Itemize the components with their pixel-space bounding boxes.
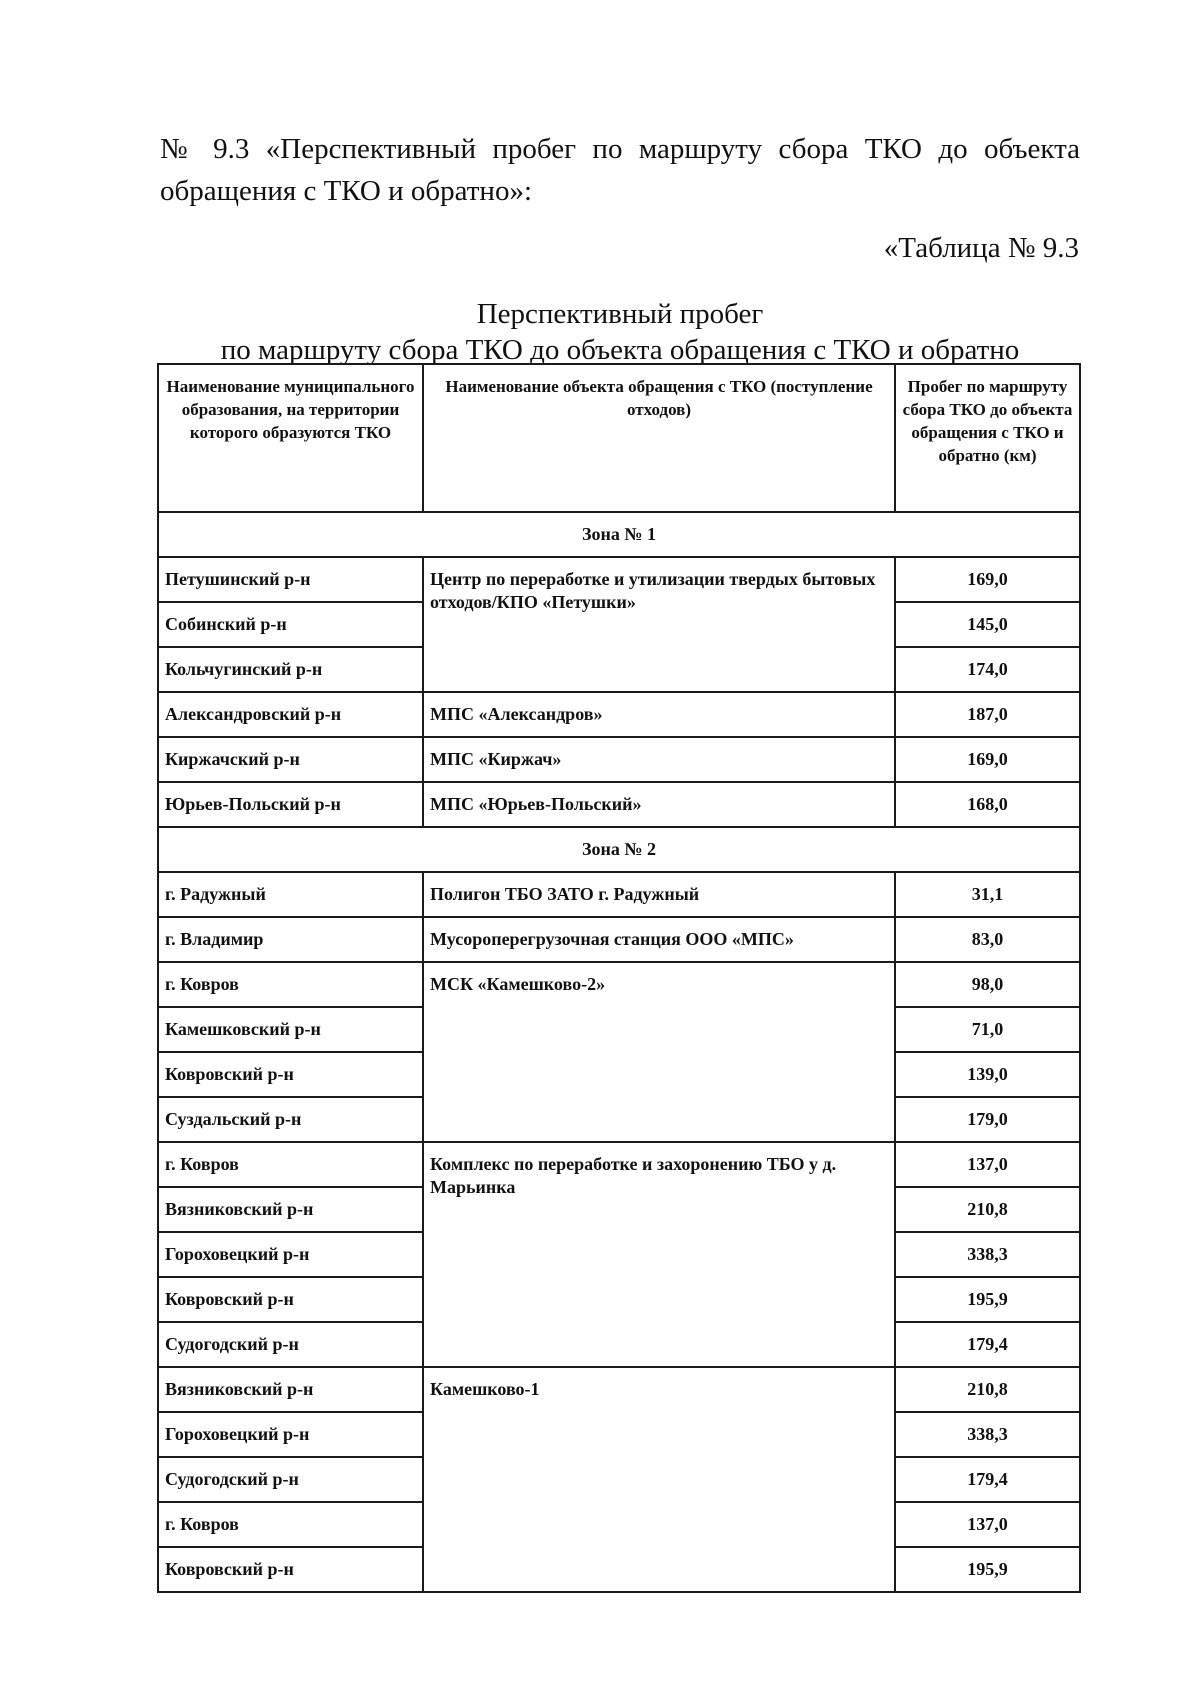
table-header (158, 364, 1080, 512)
mileage-table-container (157, 363, 1079, 1593)
municipality-cell: Киржачский р-н (158, 737, 423, 782)
municipality-cell: Камешковский р-н (158, 1007, 423, 1052)
municipality-cell: Ковровский р-н (158, 1052, 423, 1097)
distance-cell: 169,0 (895, 557, 1080, 602)
table-row (158, 737, 1080, 782)
table-row (158, 1142, 1080, 1187)
table-title-line-2: по маршруту сбора ТКО до объекта обращения с ТКО и обратно (220, 334, 1020, 366)
table-row (158, 962, 1080, 1007)
distance-cell: 179,4 (895, 1322, 1080, 1367)
municipality-cell: Ковровский р-н (158, 1547, 423, 1592)
municipality-cell: Гороховецкий р-н (158, 1412, 423, 1457)
header-distance: Пробег по маршруту сбора ТКО до объекта обращения с ТКО и обратно (км) (895, 364, 1080, 512)
municipality-cell: Вязниковский р-н (158, 1187, 423, 1232)
municipality-cell: Петушинский р-н (158, 557, 423, 602)
table-row (158, 557, 1080, 602)
municipality-cell: Александровский р-н (158, 692, 423, 737)
zone-label: Зона № 2 (158, 827, 1080, 872)
distance-cell: 195,9 (895, 1277, 1080, 1322)
distance-cell: 338,3 (895, 1232, 1080, 1277)
facility-cell: Камешково-1 (423, 1367, 895, 1592)
municipality-cell: г. Радужный (158, 872, 423, 917)
distance-cell: 210,8 (895, 1187, 1080, 1232)
municipality-cell: г. Владимир (158, 917, 423, 962)
facility-cell: МСК «Камешково-2» (423, 962, 895, 1142)
table-row (158, 1367, 1080, 1412)
distance-cell: 169,0 (895, 737, 1080, 782)
table-header-row (158, 364, 1080, 512)
facility-cell: МПС «Александров» (423, 692, 895, 737)
municipality-cell: Кольчугинский р-н (158, 647, 423, 692)
distance-cell: 145,0 (895, 602, 1080, 647)
municipality-cell: Судогодский р-н (158, 1322, 423, 1367)
table-row (158, 692, 1080, 737)
zone-label: Зона № 1 (158, 512, 1080, 557)
zone-row (158, 827, 1080, 872)
table-number-label: «Таблица № 9.3 (883, 232, 1079, 264)
municipality-cell: г. Ковров (158, 1502, 423, 1547)
municipality-cell: Судогодский р-н (158, 1457, 423, 1502)
municipality-cell: г. Ковров (158, 1142, 423, 1187)
distance-cell: 71,0 (895, 1007, 1080, 1052)
municipality-cell: Собинский р-н (158, 602, 423, 647)
facility-cell: Центр по переработке и утилизации твердых бытовых отходов/КПО «Петушки» (423, 557, 895, 692)
facility-cell: МПС «Юрьев-Польский» (423, 782, 895, 827)
distance-cell: 187,0 (895, 692, 1080, 737)
distance-cell: 168,0 (895, 782, 1080, 827)
facility-cell: Мусороперегрузочная станция ООО «МПС» (423, 917, 895, 962)
municipality-cell: Суздальский р-н (158, 1097, 423, 1142)
distance-cell: 210,8 (895, 1367, 1080, 1412)
municipality-cell: Гороховецкий р-н (158, 1232, 423, 1277)
intro-paragraph: № 9.3 «Перспективный пробег по маршруту сбора ТКО до объекта обращения с ТКО и обратно»: (160, 133, 1080, 207)
table-row (158, 782, 1080, 827)
distance-cell: 137,0 (895, 1142, 1080, 1187)
distance-cell: 83,0 (895, 917, 1080, 962)
municipality-cell: Ковровский р-н (158, 1277, 423, 1322)
municipality-cell: г. Ковров (158, 962, 423, 1007)
table-row (158, 872, 1080, 917)
distance-cell: 179,4 (895, 1457, 1080, 1502)
table-title-line-1: Перспективный пробег (476, 298, 764, 330)
distance-cell: 139,0 (895, 1052, 1080, 1097)
facility-cell: МПС «Киржач» (423, 737, 895, 782)
header-facility: Наименование объекта обращения с ТКО (поступление отходов) (423, 364, 895, 512)
distance-cell: 31,1 (895, 872, 1080, 917)
mileage-table (157, 363, 1081, 1593)
facility-cell: Полигон ТБО ЗАТО г. Радужный (423, 872, 895, 917)
table-title (160, 296, 1080, 368)
zone-row (158, 512, 1080, 557)
municipality-cell: Юрьев-Польский р-н (158, 782, 423, 827)
facility-cell: Комплекс по переработке и захоронению ТБО у д. Марьинка (423, 1142, 895, 1367)
distance-cell: 179,0 (895, 1097, 1080, 1142)
distance-cell: 338,3 (895, 1412, 1080, 1457)
distance-cell: 137,0 (895, 1502, 1080, 1547)
header-municipality: Наименование муниципального образования, на территории которого образуются ТКО (158, 364, 423, 512)
distance-cell: 174,0 (895, 647, 1080, 692)
municipality-cell: Вязниковский р-н (158, 1367, 423, 1412)
distance-cell: 98,0 (895, 962, 1080, 1007)
table-body (158, 512, 1080, 1592)
distance-cell: 195,9 (895, 1547, 1080, 1592)
table-row (158, 917, 1080, 962)
